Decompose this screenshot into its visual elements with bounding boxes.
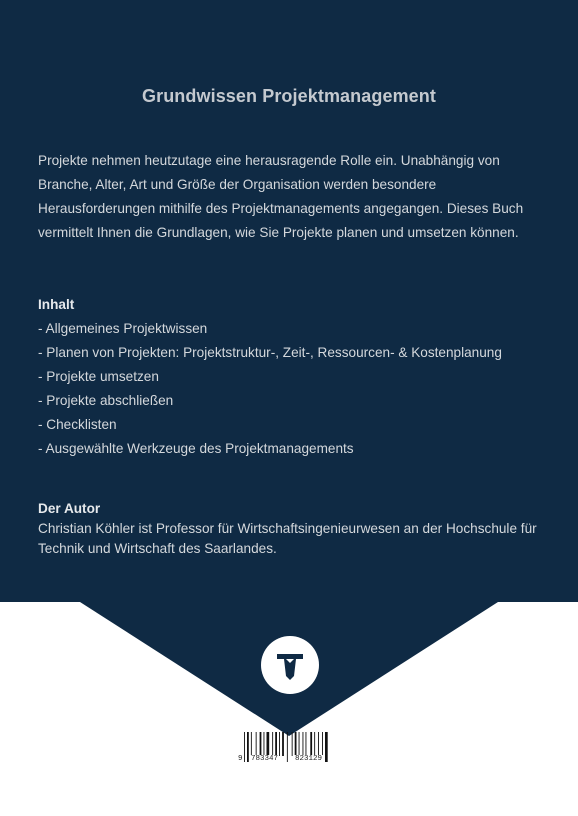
author-section <box>38 499 543 559</box>
author-text: Christian Köhler ist Professor für Wirtschaftsingenieurwesen an der Hochschule für Technik und Wirtschaft des Saarlandes. <box>38 521 537 556</box>
contents-list <box>38 317 543 461</box>
book-title: Grundwissen Projektmanagement <box>142 86 436 106</box>
book-blurb: Projekte nehmen heutzutage eine herausragende Rolle ein. Unabhängig von Branche, Alter, Art und Größe der Organisation werden besondere Herausforderungen mithilfe des Projektmanagements angegangen. Dieses Buch vermittelt Ihnen die Grundlagen, wie Sie Projekte planen und umsetzen können. <box>38 153 524 240</box>
barcode-digits <box>236 755 342 765</box>
contents-item: - Allgemeines Projektwissen <box>38 321 208 336</box>
barcode-digits-right: 823129 <box>295 755 323 763</box>
publisher-logo-icon <box>261 636 319 694</box>
contents-heading: Inhalt <box>38 297 75 312</box>
contents-item: - Planen von Projekten: Projektstruktur-, Zeit-, Ressourcen- & Kostenplanung <box>38 345 502 360</box>
author-heading: Der Autor <box>38 501 101 516</box>
contents-item: - Projekte abschließen <box>38 393 174 408</box>
contents-item: - Projekte umsetzen <box>38 369 159 384</box>
contents-section <box>38 293 543 461</box>
contents-item: - Ausgewählte Werkzeuge des Projektmanagements <box>38 441 354 456</box>
barcode-digit-first: 9 <box>238 755 243 763</box>
contents-item: - Checklisten <box>38 417 117 432</box>
barcode-digits-left: 783347 <box>251 755 279 763</box>
